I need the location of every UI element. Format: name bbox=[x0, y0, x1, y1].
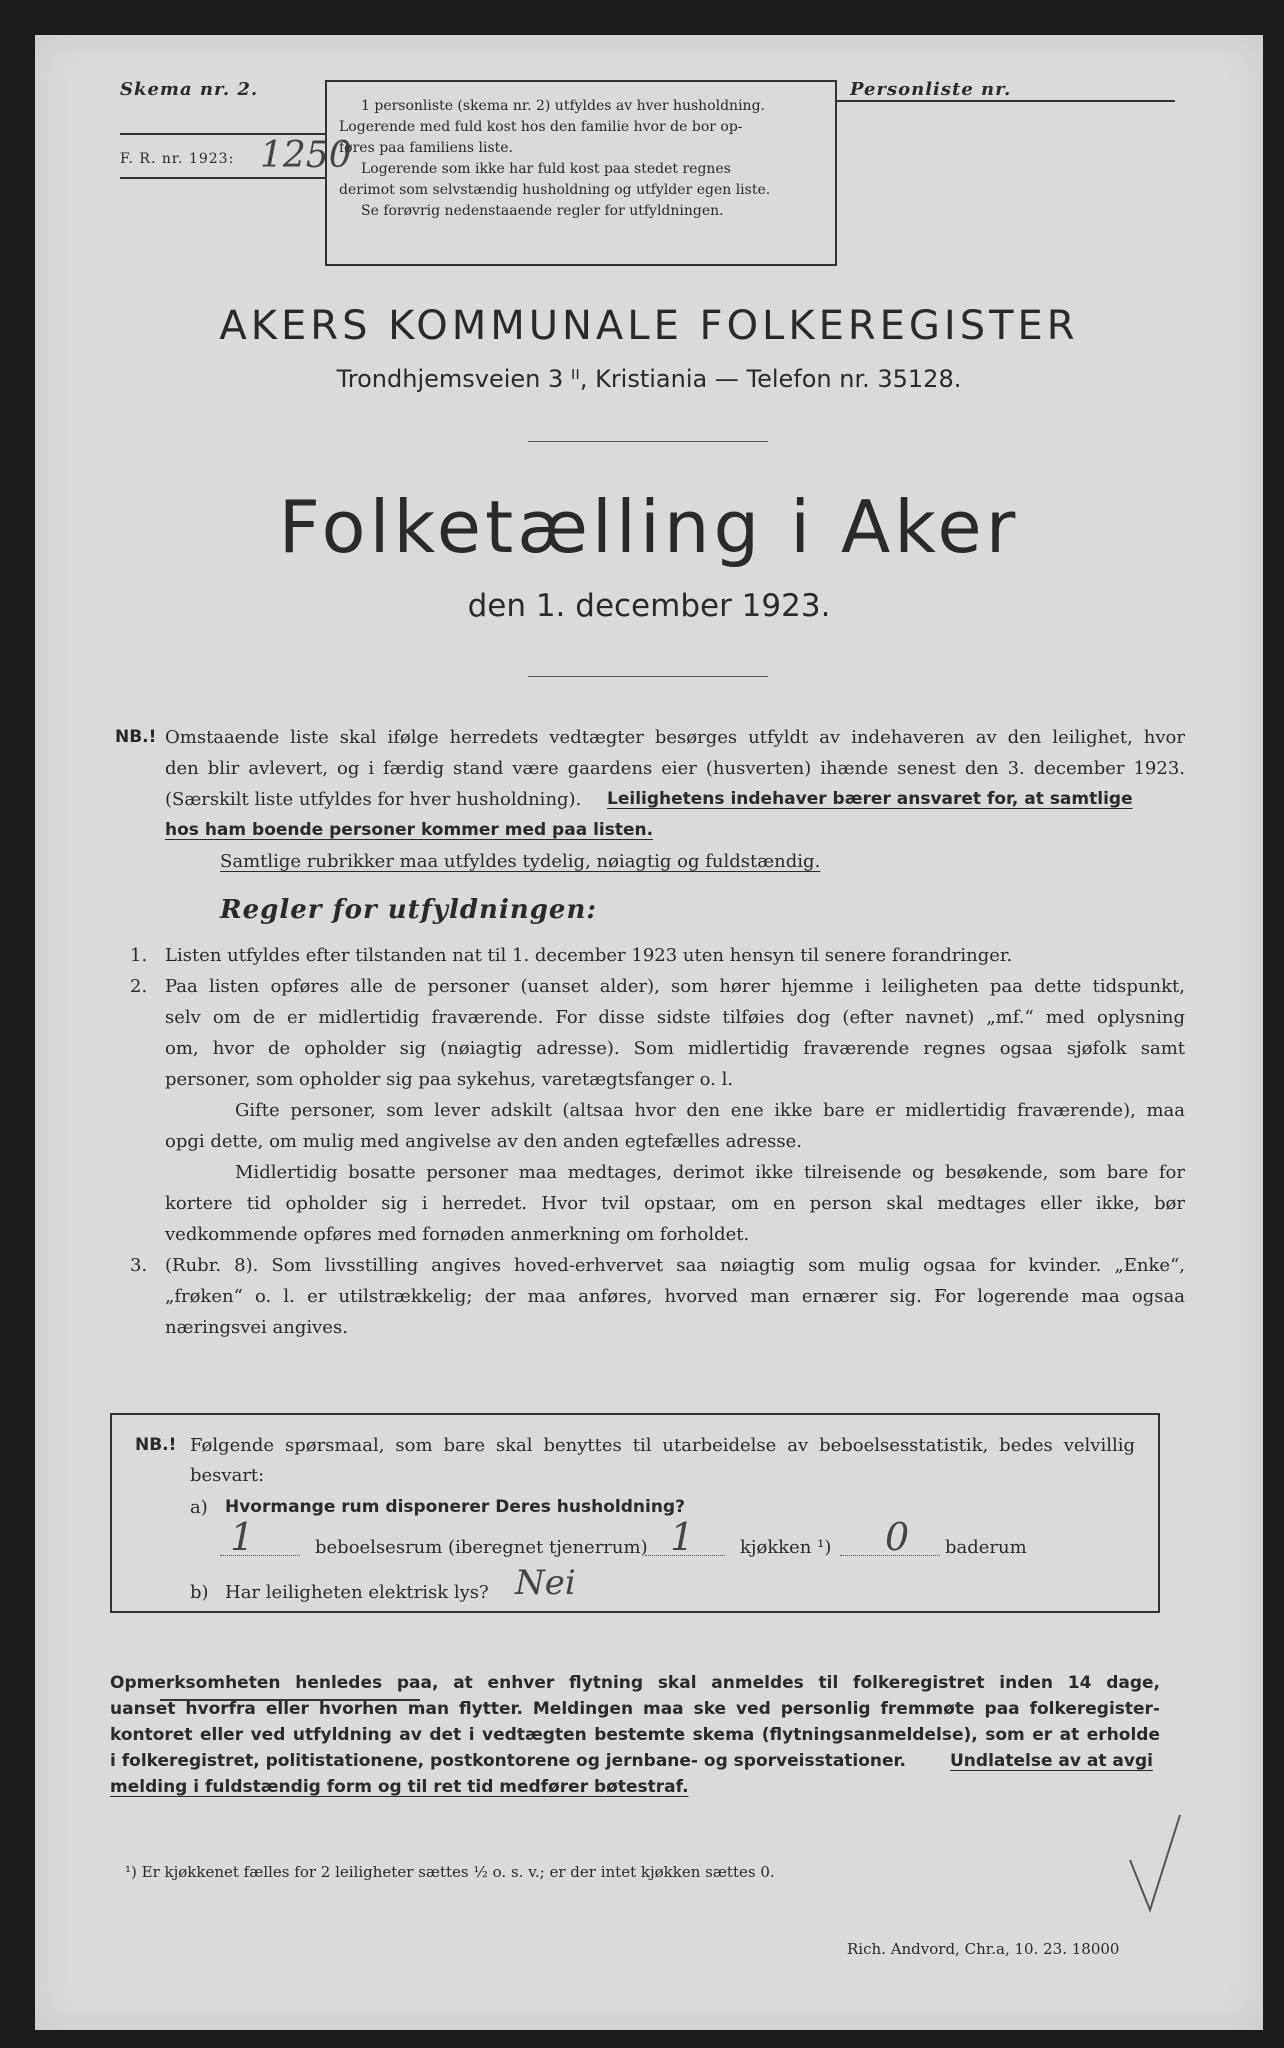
rule-line: Midlertidig bosatte personer maa medtages, derimot ikke tilreisende og besøkende, som bare for bbox=[235, 1162, 1185, 1183]
rule-line: Paa listen opføres alle de personer (uanset alder), som hører hjemme i leiligheten paa dette tidspunkt, bbox=[165, 976, 1185, 997]
rule-line: næringsvei angives. bbox=[165, 1317, 348, 1338]
main-date: den 1. december 1923. bbox=[467, 588, 831, 624]
notice-line5: melding i fuldstændig form og til ret tid medfører bøtestraf. bbox=[110, 1777, 689, 1797]
rules-title: Regler for utfyldningen: bbox=[220, 895, 597, 925]
nb2-label: NB.! bbox=[135, 1435, 177, 1455]
checkmark-icon bbox=[1125, 1810, 1185, 1920]
rooms-dotline bbox=[220, 1555, 300, 1556]
info-line: 1 personliste (skema nr. 2) utfyldes av hver husholdning. bbox=[361, 98, 765, 114]
kitchen-label: kjøkken ¹) bbox=[740, 1537, 832, 1558]
nb2-line1: Følgende spørsmaal, som bare skal benyttes til utarbeidelse av beboelsesstatistik, bedes velvillig bbox=[190, 1435, 1135, 1456]
rule-line: vedkommende opføres med fornøden anmerkning om forholdet. bbox=[165, 1224, 750, 1245]
notice-line4a: i folkeregistret, politistationene, postkontorene og jernbane- og sporveisstationer. bbox=[110, 1751, 906, 1771]
info-line: derimot som selvstændig husholdning og utfylder egen liste. bbox=[339, 182, 771, 198]
nb1-line1: Omstaaende liste skal ifølge herredets vedtægter besørges utfyldt av indehaveren av den leilighet, hvor bbox=[165, 727, 1185, 748]
rule-line: om, hvor de opholder sig (nøiagtig adresse). Som midlertidig fraværende regnes ogsaa sjøfolk samt bbox=[165, 1038, 1185, 1059]
separator-1 bbox=[528, 441, 768, 442]
rule-line: „frøken“ o. l. er utilstrækkelig; der maa anføres, hvorved man ernærer sig. For logerende maa ogsaa bbox=[165, 1286, 1185, 1307]
question-a: Hvormange rum disponerer Deres husholdning? bbox=[225, 1497, 685, 1517]
rule-line: opgi dette, om mulig med angivelse av den anden egtefælles adresse. bbox=[165, 1131, 802, 1152]
rooms-label: beboelsesrum (iberegnet tjenerrum) bbox=[315, 1537, 648, 1558]
nb1-line5: Samtlige rubrikker maa utfyldes tydelig, nøiagtig og fuldstændig. bbox=[220, 851, 821, 872]
notice-line1: Opmerksomheten henledes paa, at enhver flytning skal anmeldes til folkeregistret inden 14 dage, bbox=[110, 1673, 1160, 1693]
fr-number-label: F. R. nr. 1923: bbox=[120, 151, 235, 167]
bath-label: baderum bbox=[945, 1537, 1027, 1558]
fr-number-handwritten: 1250 bbox=[260, 135, 352, 176]
question-a-label: a) bbox=[190, 1497, 208, 1518]
notice-line4b: Undlatelse av at avgi bbox=[950, 1751, 1153, 1771]
rule-line: personer, som opholder sig paa sykehus, varetægtsfanger o. l. bbox=[165, 1069, 734, 1090]
header-rule-left-2 bbox=[120, 177, 325, 179]
header-rule-right bbox=[837, 100, 1175, 102]
registry-title: AKERS KOMMUNALE FOLKEREGISTER bbox=[219, 303, 1079, 349]
rule-line: (Rubr. 8). Som livsstilling angives hoved-erhvervet saa nøiagtig som mulig ogsaa for kvinder. „Enke“, bbox=[165, 1255, 1185, 1276]
census-form bbox=[35, 35, 1263, 2030]
bath-value: 0 bbox=[885, 1515, 910, 1559]
nb1-line3a: (Særskilt liste utfyldes for hver husholdning). bbox=[165, 789, 582, 810]
info-line: Se forøvrig nedenstaaende regler for utfyldningen. bbox=[361, 203, 724, 219]
nb1-line2: den blir avlevert, og i færdig stand være gaardens eier (husverten) ihænde senest den 3. december 1923. bbox=[165, 758, 1185, 779]
notice-line2: uanset hvorfra eller hvorhen man flytter. Meldingen maa ske ved personlig fremmøte paa folkeregister- bbox=[110, 1699, 1160, 1719]
printer-mark: Rich. Andvord, Chr.a, 10. 23. 18000 bbox=[847, 1940, 1120, 1958]
rule-number: 3. bbox=[130, 1255, 148, 1276]
notice-line3: kontoret eller ved utfyldning av det i vedtægten bestemte skema (flytningsanmeldelse), som er at erholde bbox=[110, 1725, 1160, 1745]
rule-number: 1. bbox=[130, 945, 148, 966]
rule-line: selv om de er midlertidig fraværende. For disse sidste tilføies dog (efter navnet) „mf.“ med oplysning bbox=[165, 1007, 1185, 1028]
main-title: Folketælling i Aker bbox=[278, 485, 1020, 569]
rule-number: 2. bbox=[130, 976, 148, 997]
electric-light-answer: Nei bbox=[515, 1563, 576, 1603]
info-line: Logerende som ikke har fuld kost paa stedet regnes bbox=[361, 161, 731, 177]
personliste-label: Personliste nr. bbox=[850, 79, 1012, 100]
footnote: ¹) Er kjøkkenet fælles for 2 leiligheter sættes ½ o. s. v.; er der intet kjøkken sættes 0. bbox=[125, 1863, 775, 1881]
info-box bbox=[325, 80, 837, 266]
nb2-line2: besvart: bbox=[190, 1465, 265, 1486]
nb1-line3b: Leilighetens indehaver bærer ansvaret for, at samtlige bbox=[607, 789, 1133, 809]
nb1-label: NB.! bbox=[115, 727, 157, 747]
question-b: Har leiligheten elektrisk lys? bbox=[225, 1582, 489, 1603]
rooms-value: 1 bbox=[230, 1515, 255, 1559]
rule-line: kortere tid opholder sig i herredet. Hvor tvil opstaar, om en person skal medtages eller ikke, bør bbox=[165, 1193, 1185, 1214]
rule-line: Gifte personer, som lever adskilt (altsaa hvor den ene ikke bare er midlertidig fraværende), maa bbox=[235, 1100, 1185, 1121]
kitchen-dotline bbox=[645, 1555, 725, 1556]
info-line: Logerende med fuld kost hos den familie hvor de bor op- bbox=[339, 119, 743, 135]
separator-2 bbox=[528, 676, 768, 677]
bath-dotline bbox=[840, 1555, 940, 1556]
registry-address: Trondhjemsveien 3 ᴵᴵ, Kristiania — Telefon nr. 35128. bbox=[336, 365, 962, 393]
rule-line: Listen utfyldes efter tilstanden nat til 1. december 1923 uten hensyn til senere forandringer. bbox=[165, 945, 1013, 966]
nb1-line4: hos ham boende personer kommer med paa listen. bbox=[165, 820, 654, 840]
kitchen-value: 1 bbox=[670, 1515, 695, 1559]
info-line: føres paa familiens liste. bbox=[339, 140, 514, 156]
question-b-label: b) bbox=[190, 1582, 209, 1603]
skema-label: Skema nr. 2. bbox=[120, 79, 259, 100]
